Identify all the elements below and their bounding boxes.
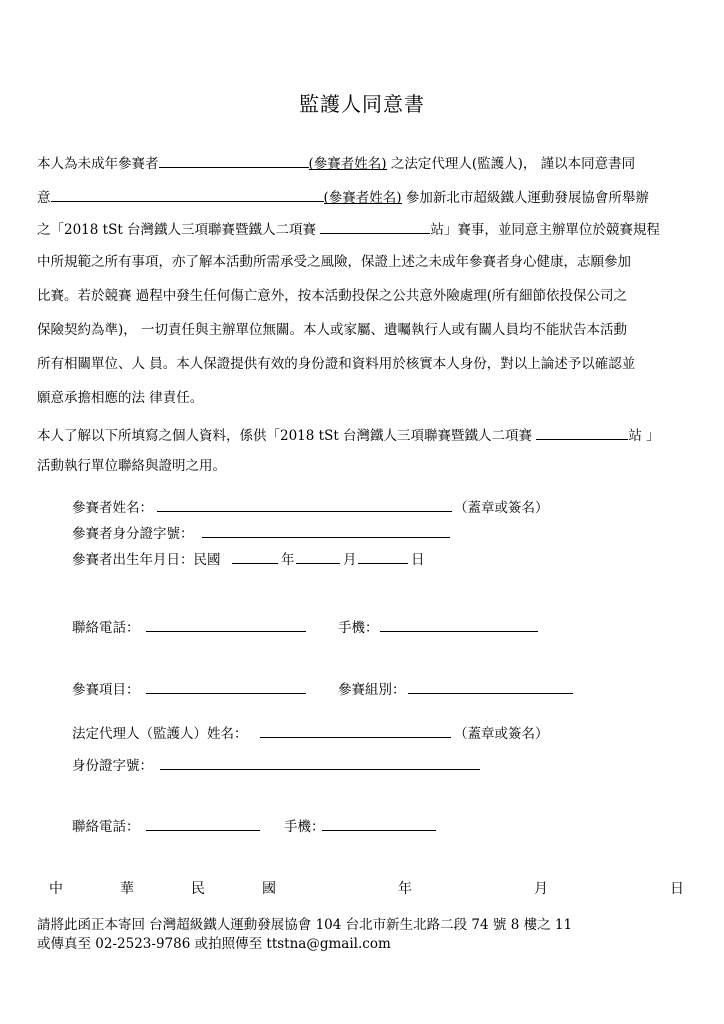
consent-line-8: 願意承擔相應的法 律責任。 <box>37 390 204 406</box>
date-char-zhong: 中 <box>49 881 63 897</box>
guardian-id-field[interactable] <box>160 769 480 770</box>
consent-line-2 <box>37 186 649 208</box>
participant-name-label: 參賽者姓名： <box>72 500 153 516</box>
participant-name-suffix: （蓋章或簽名） <box>454 500 549 516</box>
date-char-min: 民 <box>191 881 205 897</box>
date-char-guo: 國 <box>262 881 276 897</box>
consent-text: 意 <box>37 190 51 206</box>
privacy-text: 本人了解以下所填寫之個人資料，係供「2018 tSt 台灣鐵人三項聯賽暨鐵人二項賽 <box>37 428 533 444</box>
station-blank-2[interactable] <box>536 424 628 440</box>
guardian-id-label: 身份證字號： <box>72 758 153 774</box>
participant-name-blank-2[interactable] <box>51 186 324 202</box>
participant-name-blank[interactable] <box>159 152 309 168</box>
dob-day-label: 日 <box>411 552 425 568</box>
contact-phone-label: 聯絡電話： <box>72 620 140 636</box>
fax-instructions: 或傳真至 02-2523-9786 或拍照傳至 ttstna@gmail.com <box>37 936 391 952</box>
participant-dob-label: 參賽者出生年月日：民國 <box>72 552 221 568</box>
consent-text: 之法定代理人(監護人)， 謹以本同意書同 <box>390 156 636 172</box>
consent-line-4: 中所規範之所有事項，亦了解本活動所需承受之風險，保證上述之未成年參賽者身心健康，志願參加 <box>37 254 631 270</box>
consent-line-5: 比賽。若於競賽 過程中發生任何傷亡意外，按本活動投保之公共意外險處理(所有細節依投保公司之 <box>37 288 628 304</box>
consent-line-6: 保險契約為準)， 一切責任與主辦單位無關。本人或家屬、遺囑執行人或有關人員均不能狀告本活動 <box>37 322 628 338</box>
guardian-mobile-field[interactable] <box>322 830 436 831</box>
mobile-field[interactable] <box>380 631 538 632</box>
date-char-hua: 華 <box>120 881 134 897</box>
date-month-label: 月 <box>534 881 548 897</box>
station-blank[interactable] <box>320 218 430 234</box>
dob-year-label: 年 <box>281 552 295 568</box>
consent-text: 之「2018 tSt 台灣鐵人三項聯賽暨鐵人二項賽 <box>37 222 317 238</box>
date-year-label: 年 <box>398 881 412 897</box>
page-title: 監護人同意書 <box>299 92 425 116</box>
consent-text: 本人為未成年參賽者 <box>37 156 159 172</box>
privacy-line-1 <box>37 424 660 446</box>
dob-year-field[interactable] <box>232 563 278 564</box>
participant-id-field[interactable] <box>202 537 450 538</box>
dob-month-field[interactable] <box>296 563 340 564</box>
contact-phone-field[interactable] <box>146 631 306 632</box>
participant-name-field[interactable] <box>157 511 452 512</box>
date-day-label: 日 <box>670 881 684 897</box>
guardian-name-suffix: （蓋章或簽名） <box>454 726 549 742</box>
consent-line-3 <box>37 218 660 240</box>
group-label: 參賽組別： <box>338 682 406 698</box>
guardian-name-label: 法定代理人（監護人）姓名： <box>72 726 248 742</box>
participant-name-hint: (參賽者姓名) <box>308 156 387 172</box>
group-field[interactable] <box>408 693 573 694</box>
guardian-mobile-label: 手機： <box>284 819 325 835</box>
consent-text: 站」賽事，並同意主辦單位於競賽規程 <box>430 222 660 238</box>
mailing-instructions: 請將此函正本寄回 台灣超級鐵人運動發展協會 104 台北市新生北路二段 74 號 8 樓之 11 <box>37 917 573 933</box>
participant-name-hint-2: (參賽者姓名) <box>323 190 402 206</box>
dob-day-field[interactable] <box>358 563 408 564</box>
dob-month-label: 月 <box>343 552 357 568</box>
privacy-line-2: 活動執行單位聯絡與證明之用。 <box>37 458 226 474</box>
consent-text: 參加新北市超級鐵人運動發展協會所舉辦 <box>405 190 649 206</box>
privacy-text: 站 」 <box>628 428 660 444</box>
consent-line-7: 所有相關單位、人 員。本人保證提供有效的身份證和資料用於核實本人身份，對以上論述予以確認並 <box>37 356 636 372</box>
guardian-phone-field[interactable] <box>146 830 260 831</box>
participant-id-label: 參賽者身分證字號： <box>72 526 194 542</box>
event-field[interactable] <box>146 693 306 694</box>
event-label: 參賽項目： <box>72 682 140 698</box>
guardian-name-field[interactable] <box>260 737 451 738</box>
guardian-phone-label: 聯絡電話： <box>72 819 140 835</box>
consent-line-1 <box>37 152 635 174</box>
mobile-label: 手機： <box>338 620 379 636</box>
